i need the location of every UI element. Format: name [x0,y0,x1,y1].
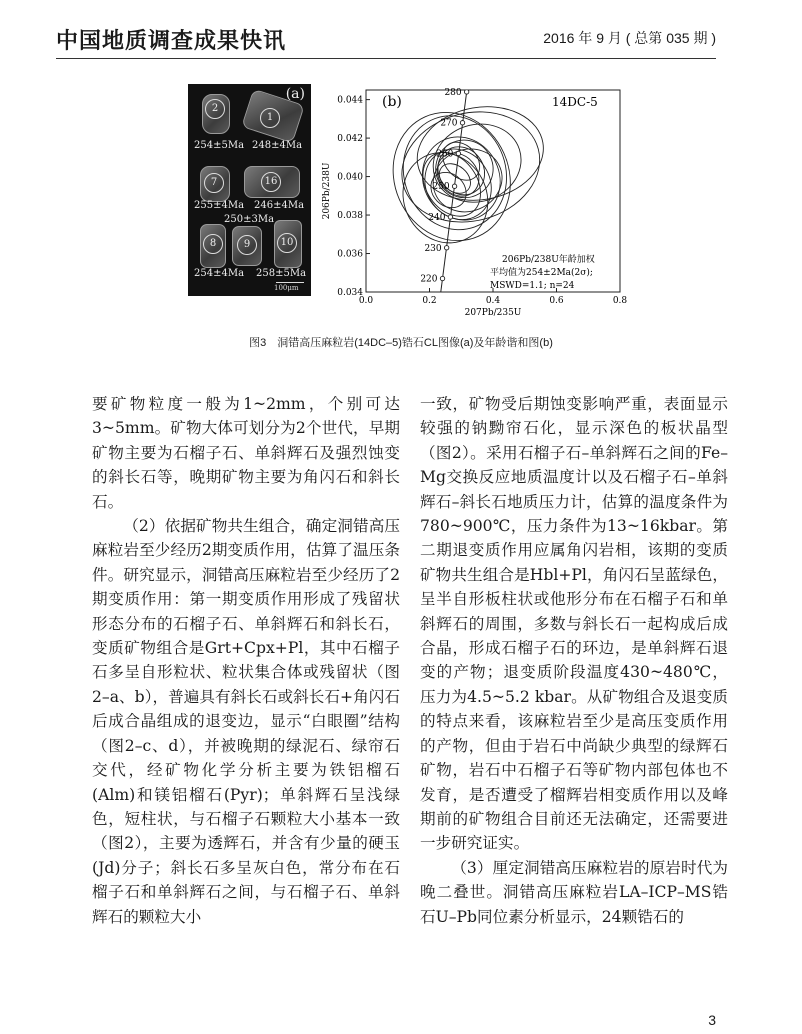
y-tick-label: 0.040 [337,172,363,183]
y-tick-label: 0.038 [337,211,363,222]
grain-age: 246±4Ma [254,200,305,211]
right-column [420,392,728,929]
grain-age: 250±3Ma [224,214,275,225]
body-paragraph: （3）厘定洞错高压麻粒岩的原岩时代为晚二叠世。洞错高压麻粒岩LA–ICP–MS锆石U–Pb同位素分析显示，24颗锆石的 [420,858,728,926]
grain-age: 248±4Ma [252,140,303,151]
grain-number: 16 [261,172,281,192]
x-tick-label: 0.0 [358,296,374,306]
concordia-age-label: 260 [436,149,454,160]
journal-title: 中国地质调查成果快讯 [56,28,287,54]
concordia-age-label: 230 [424,243,442,254]
concordia-age-label: 220 [420,274,438,285]
sample-label: 14DC-5 [552,95,598,109]
concordia-age-label: 270 [440,118,458,129]
grain-age: 254±5Ma [194,140,245,151]
body-paragraph: （2）依据矿物共生组合，确定洞错高压麻粒岩至少经历2期变质作用，估算了温压条件。研究显示，洞错高压麻粒岩至少经历了2期变质作用：第一期变质作用形成了残留状形态分布的石榴子石、单斜辉石和斜长石，变质矿物组合是Grt+Cpx+Pl，其中石榴子石多呈自形粒状、粒状集合体或残留状（图2–a、b），普遍具有斜长石或斜长石+角闪石后成合晶组成的退变边，显示“白眼圈”结构（图2–c、d），并被晚期的绿泥石、绿帘石交代，经矿物化学分析主要为铁铝榴石(Alm)和镁铝榴石(Pyr)；单斜辉石呈浅绿色，短柱状，与石榴子石颗粒大小基本一致（图2），主要为透辉石，并含有少量的硬玉(Jd)分子；斜长石多呈灰白色，常分布在石榴子石和单斜辉石之间，与石榴子石、单斜辉石的颗粒大小 [92,517,400,926]
x-axis-label: 207Pb/235U [464,308,522,318]
concordia-age-point [464,90,468,94]
scale-bar-label: 100μm [274,284,299,292]
concordia-age-label: 240 [428,212,446,223]
x-tick-label: 0.4 [485,296,501,306]
concordia-age-point [440,276,444,280]
concordia-age-label: 280 [444,87,462,98]
grain-age: 255±4Ma [194,200,245,211]
left-column [92,392,400,929]
concordia-chart [320,84,628,320]
concordia-age-point [460,121,464,125]
grain-number: 10 [277,233,297,253]
x-tick-label: 0.2 [422,296,437,306]
header-rule [56,58,716,59]
body-paragraph: 一致，矿物受后期蚀变影响严重，表面显示较强的钠黝帘石化，显示深色的板状晶型（图2）。采用石榴子石–单斜辉石之间的Fe–Mg交换反应地质温度计以及石榴子石–单斜辉石–斜长石地质压力计，估算的温度条件为780~900℃，压力条件为13~16kbar。第二期退变质作用应属角闪岩相，该期的变质矿物共生组合是Hbl+Pl，角闪石呈蓝绿色，呈半自形板柱状或他形分布在石榴子石和单斜辉石的周围，多数与斜长石一起构成后成合晶，形成石榴子石的环边，是单斜辉石退变的产物；退变质阶段温度430~480℃，压力为4.5~5.2 kbar。从矿物组合及退变质的特点来看，该麻粒岩至少是高压变质作用的产物，但由于岩石中尚缺少典型的绿辉石矿物，岩石中石榴子石等矿物内部包体也不发育，是否遭受了榴辉岩相变质作用以及峰期前的矿物组合目前还无法确定，还需要进一步研究证实。 [420,395,728,853]
x-tick-label: 0.8 [612,296,628,306]
concordia-age-point [452,184,456,188]
body-paragraph: 要矿物粒度一般为1~2mm，个别可达3~5mm。矿物大体可划分为2个世代，早期矿物主要为石榴子石、单斜辉石及强烈蚀变的斜长石等，晚期矿物主要为角闪石和斜长石。 [92,395,400,511]
legend-line-2: 平均值为254±2Ma(2σ); [490,268,593,278]
legend-line-3: MSWD=1.1; n=24 [490,281,575,291]
concordia-age-label: 250 [432,182,450,193]
grain-number: 2 [205,99,225,119]
panel-b-label: (b) [382,94,402,110]
y-axis-label: 206Pb/238U [322,162,332,220]
figure-3 [188,84,628,320]
figure-caption: 图3 洞错高压麻粒岩(14DC–5)锆石CL图像(a)及年龄谐和图(b) [249,337,553,349]
y-tick-label: 0.042 [337,134,363,145]
grain-number: 8 [203,234,223,254]
concordia-age-point [456,151,460,155]
y-tick-label: 0.036 [337,249,363,260]
grain-number: 7 [204,173,224,193]
concordia-age-point [444,246,448,250]
y-tick-label: 0.044 [337,95,363,106]
grain-number: 9 [237,235,257,255]
y-tick-label: 0.034 [337,288,363,298]
grain-number: 1 [260,108,280,128]
panel-a-label: (a) [285,86,305,102]
scale-bar [276,282,304,283]
legend-line-1: 206Pb/238U年龄加权 [502,255,595,265]
concordia-age-point [448,215,452,219]
page-number: 3 [708,1012,716,1028]
grain-age: 258±5Ma [256,268,307,279]
page-header [56,22,716,58]
grain-age: 254±4Ma [194,268,245,279]
cl-image-panel [188,84,311,296]
x-tick-label: 0.6 [549,296,564,306]
issue-info: 2016 年 9 月 ( 总第 035 期 ) [543,30,716,46]
